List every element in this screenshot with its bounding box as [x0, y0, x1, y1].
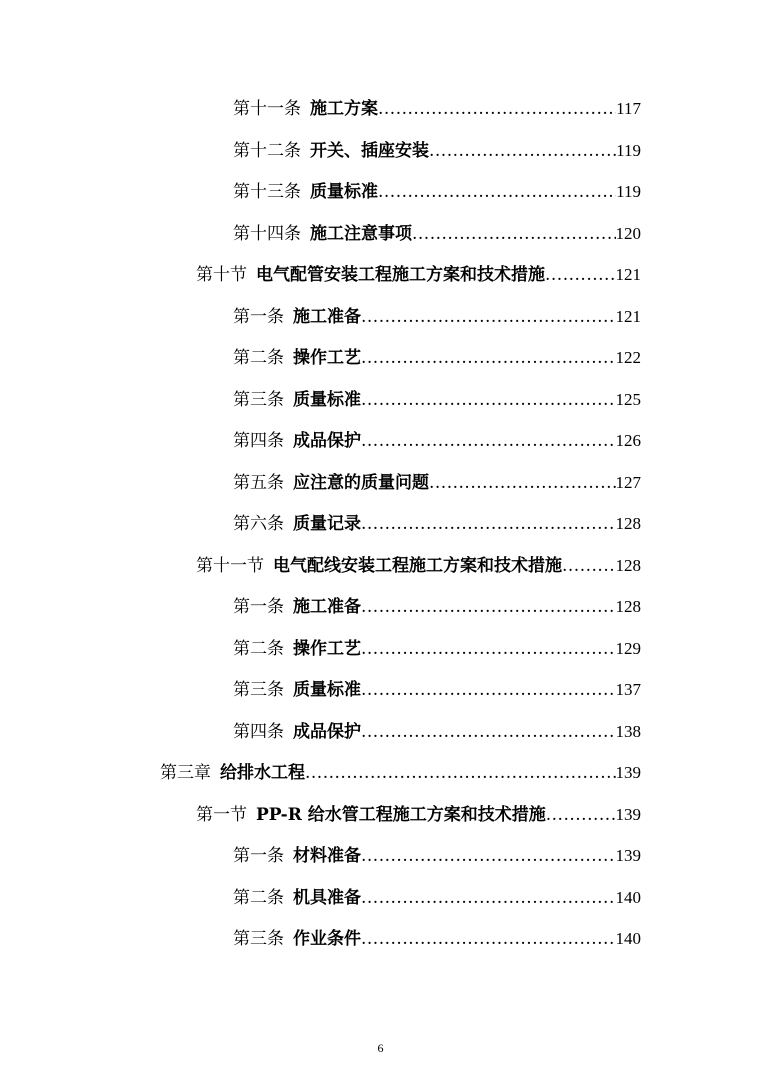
toc-entry-title: 质量标准: [310, 182, 378, 202]
toc-entry-number: 第三条: [233, 680, 284, 700]
toc-entry-title: 开关、插座安装: [310, 141, 429, 161]
toc-entry-page: 128: [615, 514, 641, 533]
toc-entry-page: 139: [615, 846, 641, 865]
toc-entry-title: 施工注意事项: [310, 224, 412, 244]
toc-leader-dots: [429, 139, 616, 163]
toc-entry-page: 121: [615, 265, 641, 284]
toc-entry-page: 137: [615, 680, 641, 699]
toc-leader-dots: [361, 595, 616, 619]
footer-page-number: 6: [377, 1041, 384, 1055]
toc-leader-dots: [361, 927, 616, 951]
toc-leader-dots: [361, 346, 616, 370]
toc-leader-dots: [361, 637, 616, 661]
toc-entry-page: 138: [615, 722, 641, 741]
toc-entry-page: 117: [616, 99, 641, 118]
toc-entry-page: 120: [615, 224, 641, 243]
toc-entry[interactable]: [196, 554, 641, 578]
toc-entry-title: 应注意的质量问题: [293, 473, 429, 493]
toc-entry-title: 质量标准: [293, 390, 361, 410]
toc-entry-title: 成品保护: [293, 431, 361, 451]
toc-entry[interactable]: [196, 263, 641, 287]
toc-entry-title: 施工准备: [293, 597, 361, 617]
toc-leader-dots: [361, 388, 616, 412]
toc-entry-page: 119: [616, 182, 641, 201]
toc-entry-number: 第一条: [233, 307, 284, 327]
toc-entry-title: 电气配管安装工程施工方案和技术措施: [256, 265, 545, 285]
toc-entry-page: 139: [615, 763, 641, 782]
toc-entry-number: 第一条: [233, 597, 284, 617]
toc-entry[interactable]: [233, 678, 641, 702]
toc-entry-page: 139: [615, 805, 641, 824]
toc-leader-dots: [546, 803, 616, 827]
toc-entry[interactable]: [233, 844, 641, 868]
toc-entry-title: 施工准备: [293, 307, 361, 327]
toc-entry[interactable]: [233, 429, 641, 453]
toc-entry-number: 第十四条: [233, 224, 301, 244]
toc-entry-page: 129: [615, 639, 641, 658]
toc-leader-dots: [378, 180, 616, 204]
toc-entry-number: 第六条: [233, 514, 284, 534]
toc-entry-page: 128: [615, 556, 641, 575]
toc-leader-dots: [361, 429, 616, 453]
toc-leader-dots: [361, 512, 616, 536]
toc-entry-number: 第一条: [233, 846, 284, 866]
toc-entry[interactable]: [233, 471, 641, 495]
toc-entry-number: 第十二条: [233, 141, 301, 161]
toc-entry-number: 第一节: [196, 805, 247, 825]
toc-entry-number: 第十节: [196, 265, 247, 285]
toc-entry[interactable]: [196, 803, 641, 827]
toc-entry[interactable]: [233, 139, 641, 163]
toc-leader-dots: [361, 305, 616, 329]
toc-leader-dots: [305, 761, 616, 785]
toc-entry-number: 第二条: [233, 888, 284, 908]
toc-entry-number: 第二条: [233, 348, 284, 368]
toc-leader-dots: [429, 471, 616, 495]
toc-entry-page: 127: [615, 473, 641, 492]
toc-entry-number: 第三条: [233, 390, 284, 410]
toc-entry-page: 119: [616, 141, 641, 160]
toc-entry-title: 质量标准: [293, 680, 361, 700]
toc-entry-page: 126: [615, 431, 641, 450]
toc-entry-number: 第四条: [233, 431, 284, 451]
toc-entry[interactable]: [233, 512, 641, 536]
toc-leader-dots: [361, 844, 616, 868]
toc-entry-title: 成品保护: [293, 722, 361, 742]
toc-entry[interactable]: [233, 305, 641, 329]
toc-entry-page: 140: [615, 929, 641, 948]
toc-entry-page: 140: [615, 888, 641, 907]
toc-entry-title: 给排水工程: [220, 763, 305, 783]
toc-entry-title: 机具准备: [293, 888, 361, 908]
toc-entry-page: 125: [615, 390, 641, 409]
toc-entry-number: 第三章: [160, 763, 211, 783]
toc-entry[interactable]: [233, 180, 641, 204]
toc-entry[interactable]: [233, 637, 641, 661]
toc-leader-dots: [361, 886, 616, 910]
toc-entry-title: 质量记录: [293, 514, 361, 534]
toc-entry[interactable]: [233, 388, 641, 412]
toc-entry-title: PP-R 给水管工程施工方案和技术措施: [256, 805, 546, 825]
toc-entry-title: 材料准备: [293, 846, 361, 866]
toc-leader-dots: [545, 263, 616, 287]
toc-entry[interactable]: [233, 886, 641, 910]
toc-entry-title: 施工方案: [310, 99, 378, 119]
toc-entry[interactable]: [233, 346, 641, 370]
toc-leader-dots: [361, 678, 616, 702]
toc-entry-title: 电气配线安装工程施工方案和技术措施: [273, 556, 562, 576]
toc-entry-page: 128: [615, 597, 641, 616]
toc-entry-title: 操作工艺: [293, 639, 361, 659]
toc-leader-dots: [378, 97, 616, 121]
toc-entry[interactable]: [233, 97, 641, 121]
toc-entry[interactable]: [233, 222, 641, 246]
toc-entry[interactable]: [233, 927, 641, 951]
toc-leader-dots: [562, 554, 616, 578]
toc-entry-number: 第十一条: [233, 99, 301, 119]
toc-entry-page: 122: [615, 348, 641, 367]
toc-entry-number: 第五条: [233, 473, 284, 493]
toc-leader-dots: [361, 720, 616, 744]
toc-entry-number: 第十一节: [196, 556, 264, 576]
toc-entry[interactable]: [233, 720, 641, 744]
toc-entry-title: 操作工艺: [293, 348, 361, 368]
toc-entry-number: 第十三条: [233, 182, 301, 202]
toc-entry[interactable]: [233, 595, 641, 619]
toc-entry-number: 第二条: [233, 639, 284, 659]
toc-entry[interactable]: [160, 761, 641, 785]
toc-entry-number: 第四条: [233, 722, 284, 742]
toc-entry-number: 第三条: [233, 929, 284, 949]
toc-entry-page: 121: [615, 307, 641, 326]
toc-leader-dots: [412, 222, 616, 246]
toc-entry-title: 作业条件: [293, 929, 361, 949]
